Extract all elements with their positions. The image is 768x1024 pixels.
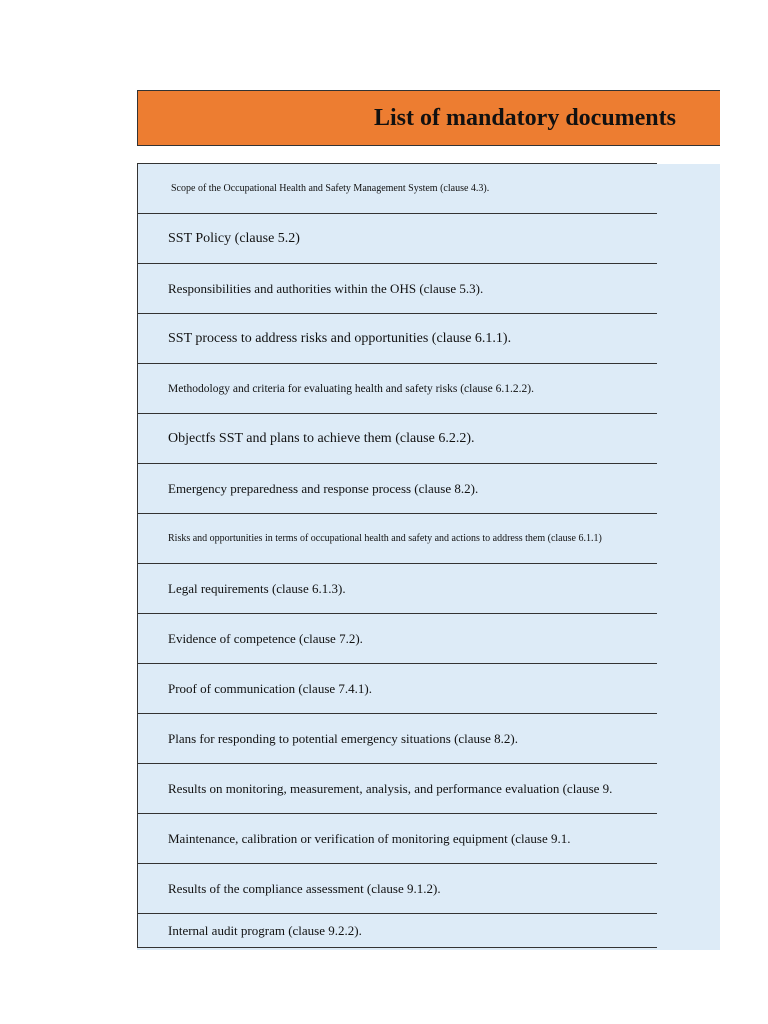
list-item-text: Risks and opportunities in terms of occupational health and safety and actions to address them (clause 6.1.1) [168, 533, 602, 544]
list-item-text: Legal requirements (clause 6.1.3). [168, 580, 346, 596]
list-item [138, 364, 657, 414]
list-item [138, 464, 657, 514]
list-item [138, 414, 657, 464]
list-item-text: Methodology and criteria for evaluating health and safety risks (clause 6.1.2.2). [168, 382, 534, 395]
list-item [138, 764, 657, 814]
list-item-text: Results on monitoring, measurement, analysis, and performance evaluation (clause 9. [168, 780, 613, 796]
list-item [138, 164, 657, 214]
list-item-text: Maintenance, calibration or verification of monitoring equipment (clause 9.1. [168, 830, 571, 846]
list-item [138, 814, 657, 864]
title-bar [137, 90, 720, 146]
document-title: List of mandatory documents [373, 105, 676, 131]
list-item [138, 714, 657, 764]
mandatory-documents-list [137, 163, 657, 948]
list-item [138, 314, 657, 364]
list-item [138, 264, 657, 314]
list-item-text: Objectfs SST and plans to achieve them (clause 6.2.2). [168, 430, 475, 446]
list-item-text: Emergency preparedness and response process (clause 8.2). [168, 480, 479, 496]
list-item [138, 214, 657, 264]
list-item-text: Results of the compliance assessment (clause 9.1.2). [168, 880, 441, 896]
list-item-text: Evidence of competence (clause 7.2). [168, 630, 363, 646]
list-item [138, 914, 657, 948]
list-item-text: Plans for responding to potential emergency situations (clause 8.2). [168, 730, 518, 746]
list-item-text: Responsibilities and authorities within the OHS (clause 5.3). [168, 280, 484, 296]
list-item-text: SST process to address risks and opportunities (clause 6.1.1). [168, 330, 512, 346]
list-item-text: Internal audit program (clause 9.2.2). [168, 922, 362, 938]
list-item [138, 864, 657, 914]
list-item [138, 514, 657, 564]
list-item-text: SST Policy (clause 5.2) [168, 230, 300, 246]
list-item [138, 614, 657, 664]
list-item [138, 664, 657, 714]
list-item-text: Proof of communication (clause 7.4.1). [168, 680, 372, 696]
list-item [138, 564, 657, 614]
list-item-text: Scope of the Occupational Health and Safety Management System (clause 4.3). [171, 183, 490, 194]
